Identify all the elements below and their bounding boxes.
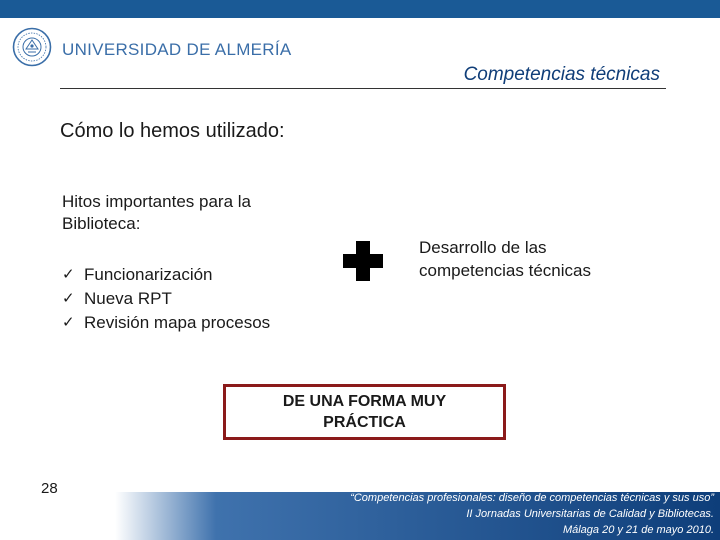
milestones-list: [62, 263, 270, 335]
page-number: 28: [41, 480, 58, 497]
milestone-label: Nueva RPT: [84, 289, 172, 308]
list-item: [62, 287, 270, 311]
milestone-label: Funcionarización: [84, 265, 213, 284]
checkmark-icon: ✓: [62, 290, 75, 307]
footer-citation: [244, 490, 714, 538]
university-name: UNIVERSIDAD DE ALMERÍA: [62, 40, 292, 59]
list-item: [62, 311, 270, 335]
citation-line-3: Málaga 20 y 21 de mayo 2010.: [562, 524, 714, 536]
citation-line-2: II Jornadas Universitarias de Calidad y Bibliotecas.: [466, 508, 714, 520]
title-divider: [60, 88, 666, 89]
list-item: [62, 263, 270, 287]
callout-line-2: PRÁCTICA: [323, 414, 406, 431]
development-text: Desarrollo de las competencias técnicas: [419, 238, 591, 280]
plus-icon: [343, 241, 383, 281]
practical-callout-box: [223, 384, 506, 440]
checkmark-icon: ✓: [62, 314, 75, 331]
section-heading: Cómo lo hemos utilizado:: [60, 120, 285, 142]
citation-line-1: “Competencias profesionales: diseño de competencias técnicas y sus uso”: [350, 492, 714, 504]
callout-line-1: DE UNA FORMA MUY: [282, 393, 447, 410]
university-seal-icon: [12, 27, 52, 67]
milestone-label: Revisión mapa procesos: [84, 313, 271, 332]
slide-title: Competencias técnicas: [463, 64, 660, 85]
checkmark-icon: ✓: [62, 266, 75, 283]
top-accent-bar: [0, 0, 720, 18]
milestones-heading: Hitos importantes para la Biblioteca:: [62, 192, 251, 233]
